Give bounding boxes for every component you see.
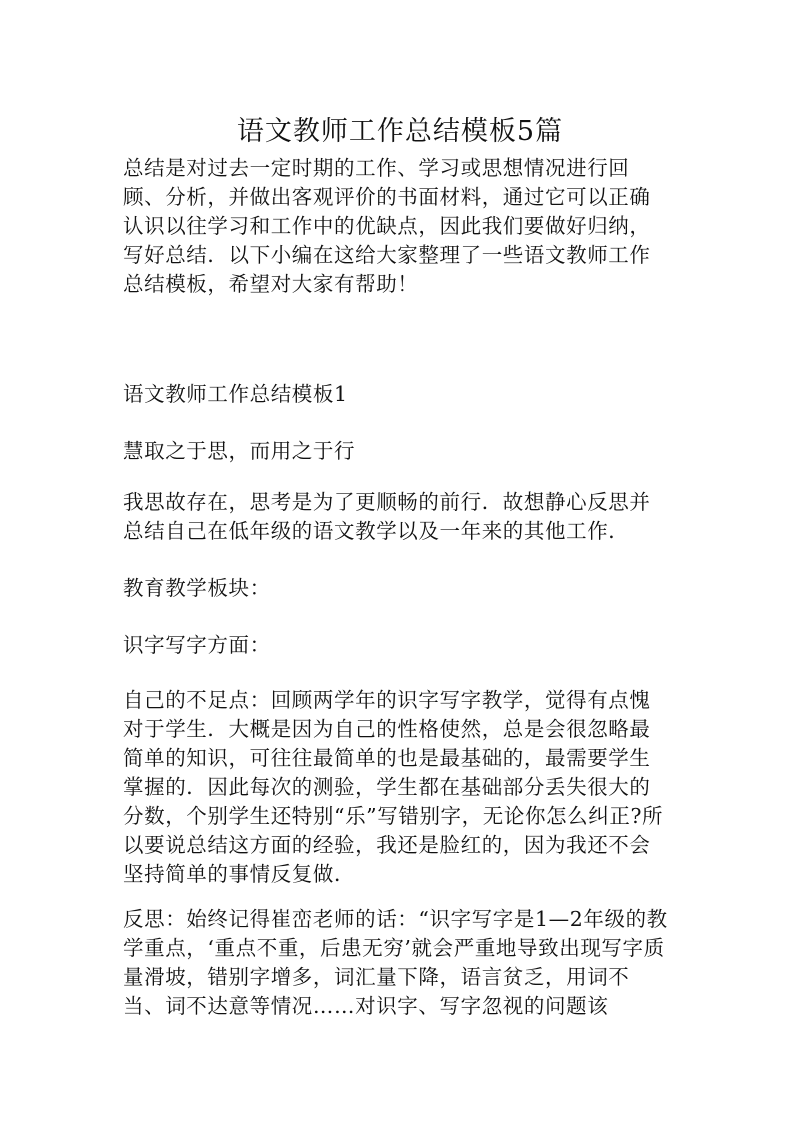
document-title: 语文教师工作总结模板5篇	[236, 116, 564, 147]
subheading-teaching-block: 教育教学板块：	[123, 576, 271, 600]
body-paragraph: 自己的不足点：回顾两学年的识字写字教学，觉得有点愧对于学生．大概是因为自己的性格使然，总是会很忽略最简单的知识，可往往最简单的也是最基础的，最需要学生掌握的．因此每次的测验，学生都在基础部分丢失很大的分数，个别学生还特别“乐”写错别字，无论你怎么纠正?所以要说总结这方面的经验，我还是脸红的，因为我还不会坚持简单的事情反复做．	[123, 688, 664, 886]
subheading-literacy-writing: 识字写字方面：	[123, 633, 271, 657]
intro-paragraph: 总结是对过去一定时期的工作、学习或思想情况进行回顾、分析，并做出客观评价的书面材料，通过它可以正确认识以往学习和工作中的优缺点，因此我们要做好归纳，写好总结．以下小编在这给大家整理了一些语文教师工作总结模板，希望对大家有帮助！	[123, 156, 651, 296]
section-heading: 语文教师工作总结模板1	[123, 382, 348, 406]
motto-line: 慧取之于思，而用之于行	[123, 439, 356, 463]
body-paragraph: 我思故存在，思考是为了更顺畅的前行．故想静心反思并总结自己在低年级的语文教学以及一年来的其他工作．	[123, 490, 651, 543]
body-paragraph: 反思：始终记得崔峦老师的话：“识字写字是1—2年级的教学重点，‘重点不重，后患无穷’就会严重地导致出现写字质量滑坡，错别字增多，词汇量下降，语言贫乏，用词不当、词不达意等情况……对识字、写字忽视的问题该	[123, 907, 668, 1018]
